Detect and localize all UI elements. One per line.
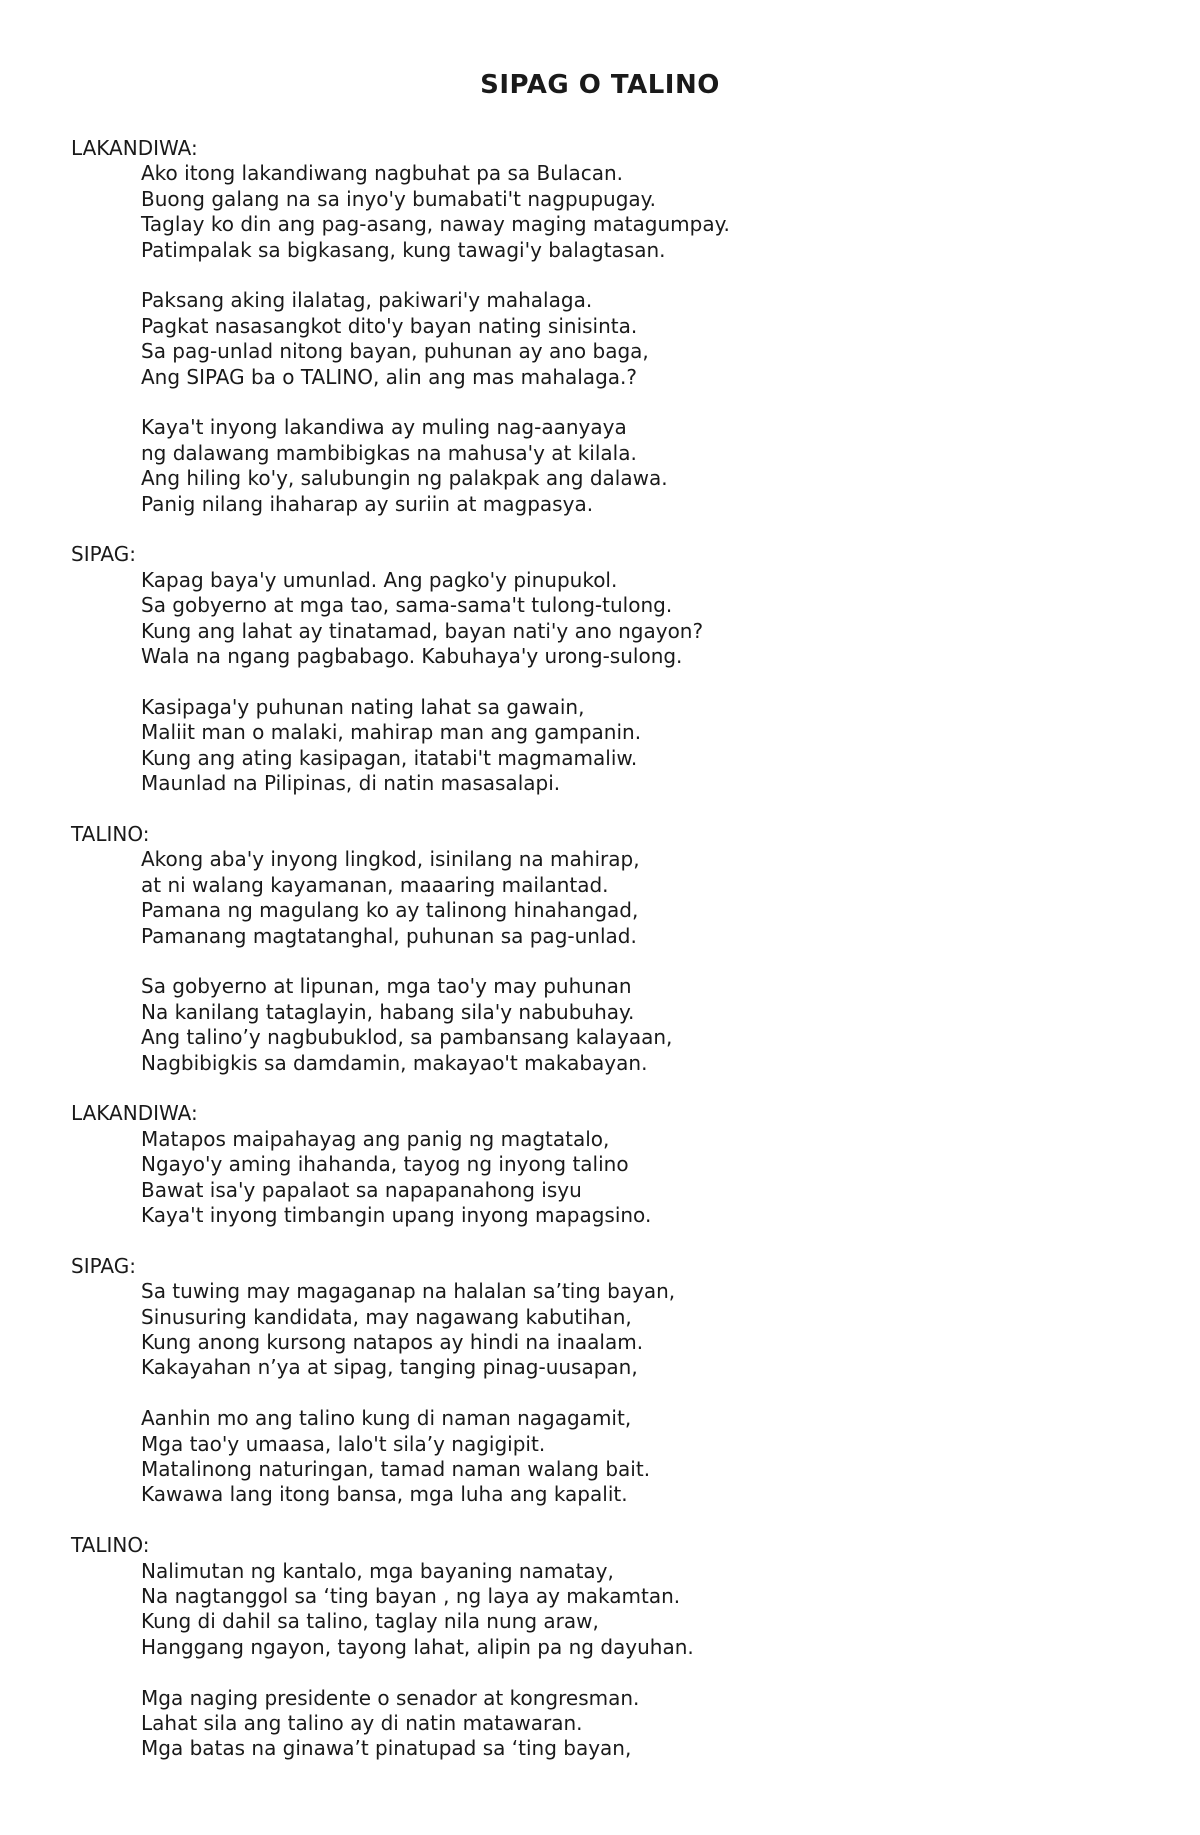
verse-line: Mga tao'y umaasa, lalo't sila’y nagigipit. xyxy=(141,1431,546,1456)
verse-line: Mga naging presidente o senador at kongresman. xyxy=(141,1685,640,1710)
verse-line: Nalimutan ng kantalo, mga bayaning namatay, xyxy=(141,1558,614,1583)
verse-line: Bawat isa'y papalaot sa napapanahong isyu xyxy=(141,1177,582,1202)
verse-line: Ako itong lakandiwang nagbuhat pa sa Bulacan. xyxy=(141,161,624,186)
verse-line: Sa pag-unlad nitong bayan, puhunan ay ano baga, xyxy=(141,339,649,364)
verse-line: Kaya't inyong timbangin upang inyong mapagsino. xyxy=(141,1202,652,1227)
verse-line: Nagbibigkis sa damdamin, makayao't makabayan. xyxy=(141,1050,648,1075)
verse-line: Na kanilang tataglayin, habang sila'y nabubuhay. xyxy=(141,999,635,1024)
verse-line: Na nagtanggol sa ‘ting bayan , ng laya ay makamtan. xyxy=(141,1584,681,1608)
verse-line: Ang SIPAG ba o TALINO, alin ang mas mahalaga.? xyxy=(141,364,637,389)
verse-line: Sa tuwing may magaganap na halalan sa’ting bayan, xyxy=(141,1279,676,1304)
poem-body xyxy=(71,136,1131,1787)
stanza xyxy=(71,288,1131,390)
speaker-label: SIPAG: xyxy=(71,1253,136,1278)
verse-line: Kawawa lang itong bansa, mga luha ang kapalit. xyxy=(141,1482,628,1507)
verse-line: Wala na ngang pagbabago. Kabuhaya'y urong-sulong. xyxy=(141,644,683,669)
verse-line: Kung anong kursong natapos ay hindi na inaalam. xyxy=(141,1329,644,1354)
verse-line: Ang talino’y nagbubuklod, sa pambansang kalayaan, xyxy=(141,1025,673,1050)
stanza xyxy=(71,1279,1131,1381)
verse-line: Kaya't inyong lakandiwa ay muling nag-aanyaya xyxy=(141,415,627,440)
stanza xyxy=(71,695,1131,797)
verse-line: Ngayo'y aming ihahanda, tayog ng inyong talino xyxy=(141,1152,629,1177)
speaker-label: TALINO: xyxy=(71,821,150,846)
verse-line: Kung di dahil sa talino, taglay nila nung araw, xyxy=(141,1609,599,1634)
verse-line: Kung ang lahat ay tinatamad, bayan nati'y ano ngayon? xyxy=(141,618,704,643)
verse-line: at ni walang kayamanan, maaaring mailantad. xyxy=(141,872,609,897)
stanza xyxy=(71,974,1131,1076)
verse-line: Maliit man o malaki, mahirap man ang gampanin. xyxy=(141,720,642,745)
stanza xyxy=(71,847,1131,949)
verse-line: Panig nilang ihaharap ay suriin at magpasya. xyxy=(141,491,594,516)
stanza xyxy=(71,415,1131,517)
speaker-label: LAKANDIWA: xyxy=(71,1101,198,1126)
verse-line: Mga batas na ginawa’t pinatupad sa ‘ting bayan, xyxy=(141,1736,632,1761)
verse-line: Ang hiling ko'y, salubungin ng palakpak ang dalawa. xyxy=(141,466,668,491)
verse-line: Paksang aking ilalatag, pakiwari'y mahalaga. xyxy=(141,288,593,313)
verse-line: Pamanang magtatanghal, puhunan sa pag-unlad. xyxy=(141,923,637,948)
verse-line: Taglay ko din ang pag-asang, naway maging matagumpay. xyxy=(141,212,730,237)
speaker-label: TALINO: xyxy=(71,1533,150,1558)
verse-line: Kasipaga'y puhunan nating lahat sa gawain, xyxy=(141,694,585,719)
verse-line: Maunlad na Pilipinas, di natin masasalapi. xyxy=(141,771,561,796)
page-title: SIPAG O TALINO xyxy=(480,70,720,100)
stanza xyxy=(71,568,1131,670)
verse-line: Sa gobyerno at mga tao, sama-sama't tulong-tulong. xyxy=(141,593,673,618)
verse-line: Pagkat nasasangkot dito'y bayan nating sinisinta. xyxy=(141,313,638,338)
verse-line: ng dalawang mambibigkas na mahusa'y at kilala. xyxy=(141,440,637,465)
stanza xyxy=(71,161,1131,263)
verse-line: Sa gobyerno at lipunan, mga tao'y may puhunan xyxy=(141,974,632,999)
verse-line: Matapos maipahayag ang panig ng magtatalo, xyxy=(141,1126,610,1151)
verse-line: Pamana ng magulang ko ay talinong hinahangad, xyxy=(141,898,639,923)
verse-line: Hanggang ngayon, tayong lahat, alipin pa ng dayuhan. xyxy=(141,1634,694,1659)
stanza xyxy=(71,1686,1131,1762)
verse-line: Lahat sila ang talino ay di natin matawaran. xyxy=(141,1711,583,1736)
verse-line: Kung ang ating kasipagan, itatabi't magmamaliw. xyxy=(141,745,638,770)
verse-line: Buong galang na sa inyo'y bumabati't nagpupugay. xyxy=(141,186,656,211)
verse-line: Patimpalak sa bigkasang, kung tawagi'y balagtasan. xyxy=(141,237,666,262)
verse-line: Kakayahan n’ya at sipag, tanging pinag-uusapan, xyxy=(141,1355,638,1380)
stanza xyxy=(71,1559,1131,1661)
verse-line: Matalinong naturingan, tamad naman walang bait. xyxy=(141,1456,651,1481)
speaker-label: LAKANDIWA: xyxy=(71,136,198,160)
verse-line: Sinusuring kandidata, may nagawang kabutihan, xyxy=(141,1304,632,1329)
verse-line: Aanhin mo ang talino kung di naman nagagamit, xyxy=(141,1406,632,1431)
stanza xyxy=(71,1127,1131,1229)
speaker-label: SIPAG: xyxy=(71,542,136,567)
stanza xyxy=(71,1406,1131,1508)
verse-line: Akong aba'y inyong lingkod, isinilang na mahirap, xyxy=(141,847,640,872)
verse-line: Kapag baya'y umunlad. Ang pagko'y pinupukol. xyxy=(141,567,618,592)
